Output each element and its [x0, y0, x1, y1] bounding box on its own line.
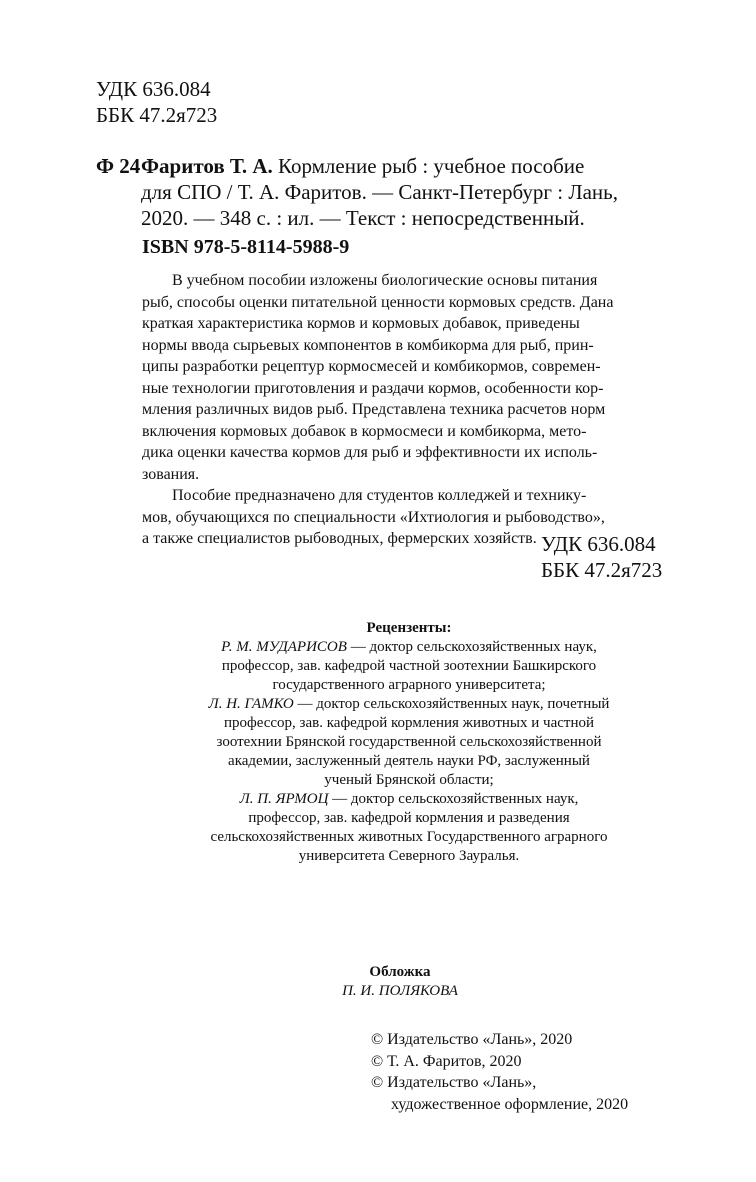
abstract-line: В учебном пособии изложены биологические основы питания: [172, 272, 598, 289]
abstract-line: рыб, способы оценки питательной ценности кормовых средств. Дана: [142, 293, 614, 311]
reviewer-info: государственного аграрного университета;: [272, 677, 546, 693]
reviewer-info: университета Северного Зауралья.: [298, 848, 520, 864]
classification-codes-bottom: [541, 531, 662, 583]
abstract: [142, 270, 676, 550]
title-line-2: для СПО / Т. А. Фаритов. — Санкт-Петербург : Лань,: [141, 180, 618, 204]
isbn: ISBN 978-5-8114-5988-9: [142, 236, 350, 258]
abstract-line: Пособие предназначено для студентов колледжей и технику-: [172, 487, 587, 504]
abstract-line: мов, обучающихся по специальности «Ихтиология и рыбоводство»,: [142, 508, 605, 526]
reviewer-info: ученый Брянской области;: [324, 772, 494, 788]
reviewer-info: профессор, зав. кафедрой частной зоотехнии Башкирского: [221, 658, 597, 674]
reviewer-info: зоотехнии Брянской государственной сельскохозяйственной: [216, 734, 602, 750]
reviewer-info: сельскохозяйственных животных Государственного аграрного: [210, 829, 608, 845]
title-line-3: 2020. — 348 с. : ил. — Текст : непосредственный.: [141, 206, 585, 230]
reviewer-info: — доктор сельскохозяйственных наук,: [346, 639, 597, 655]
abstract-line: ципы разработки рецептур кормосмесей и комбикормов, современ-: [142, 358, 601, 375]
reviewer-info: профессор, зав. кафедрой кормления животных и частной: [223, 715, 595, 731]
title-line-1: Кормление рыб : учебное пособие: [272, 154, 585, 178]
reviewer-info: академии, заслуженный деятель науки РФ, заслуженный: [228, 753, 590, 769]
bbk-code: ББК 47.2я723: [96, 103, 218, 127]
reviewer-name: Л. П. ЯРМОЦ: [239, 791, 329, 807]
abstract-line: нормы ввода сырьевых компонентов в комбикорма для рыб, прин-: [142, 336, 594, 354]
abstract-line: дика оценки качества кормов для рыб и эффективности их исполь-: [142, 444, 598, 461]
author-name: Фаритов Т. А.: [141, 154, 273, 178]
copyright-line: © Издательство «Лань»,: [371, 1074, 537, 1091]
copyright-line: © Т. А. Фаритов, 2020: [371, 1052, 522, 1070]
cover-designer: П. И. ПОЛЯКОВА: [342, 983, 458, 999]
reviewer-info: профессор, зав. кафедрой кормления и разведения: [248, 810, 570, 826]
abstract-line: краткая характеристика кормов и кормовых добавок, приведены: [142, 315, 580, 332]
reviewer-info: — доктор сельскохозяйственных наук,: [328, 791, 579, 807]
classification-codes-top: [96, 76, 217, 128]
reviewers-title: Рецензенты:: [366, 620, 452, 636]
cover-credit: [300, 963, 500, 1001]
reviewer-name: Л. Н. ГАМКО: [208, 696, 294, 712]
bbk-code: ББК 47.2я723: [541, 558, 663, 582]
abstract-line: зования.: [142, 465, 200, 483]
abstract-line: ные технологии приготовления и раздачи кормов, особенности кор-: [142, 379, 604, 397]
bibliographic-description: [141, 153, 676, 231]
reviewers-block: [142, 619, 676, 866]
udk-code: УДК 636.084: [96, 77, 211, 101]
abstract-line: мления различных видов рыб. Представлена техника расчетов норм: [142, 401, 606, 418]
reviewer-name: Р. М. МУДАРИСОВ: [221, 639, 347, 655]
udk-code: УДК 636.084: [541, 532, 656, 556]
abstract-line: а также специалистов рыбоводных, фермерских хозяйств.: [142, 530, 537, 547]
abstract-line: включения кормовых добавок в кормосмеси и комбикорма, мето-: [142, 422, 587, 440]
reviewer-info: — доктор сельскохозяйственных наук, почетный: [293, 696, 610, 712]
author-sign: Ф 24: [96, 154, 141, 178]
copyright-line: художественное оформление, 2020: [391, 1095, 629, 1113]
copyright-line: © Издательство «Лань», 2020: [371, 1031, 573, 1048]
cover-label: Обложка: [369, 964, 431, 980]
copyright-block: [371, 1029, 628, 1115]
